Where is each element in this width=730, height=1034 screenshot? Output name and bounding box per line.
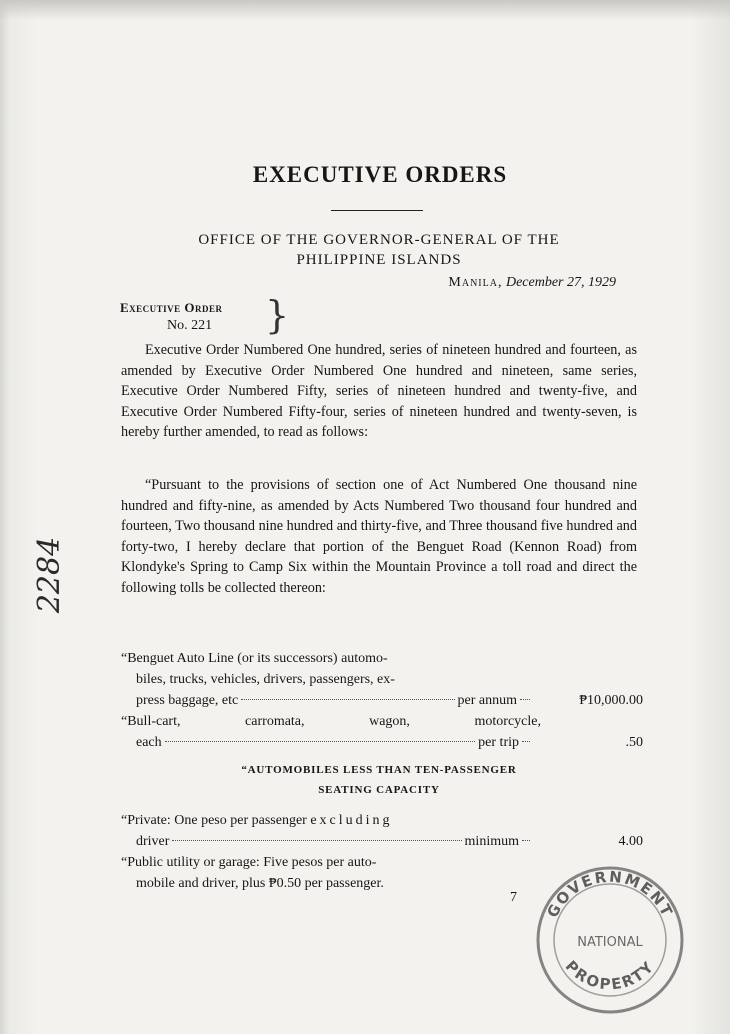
toll-line: press baggage, etc <box>136 693 239 708</box>
property-stamp-icon <box>530 860 690 1020</box>
toll-line: each <box>136 735 162 750</box>
toll-entry-private <box>121 810 643 852</box>
brace-icon: } <box>265 293 290 337</box>
stamp-top-text: GOVERNMENT <box>543 867 677 921</box>
toll-line-a: “Private: One peso per passenger <box>121 813 307 828</box>
toll-leader-row <box>121 732 643 753</box>
svg-text:GOVERNMENT <box>543 868 676 921</box>
office-line-1: OFFICE OF THE GOVERNOR-GENERAL OF THE <box>198 232 560 248</box>
subheading-line-1: “AUTOMOBILES LESS THAN TEN-PASSENGER <box>241 764 517 776</box>
toll-unit: per annum <box>457 693 517 708</box>
scan-shadow <box>0 0 730 20</box>
dateline-place: Manila, <box>448 275 503 290</box>
toll-line: “Bull-cart, carromata, wagon, motorcycle, <box>121 714 541 729</box>
dateline-date: December 27, 1929 <box>505 275 616 290</box>
page-title: EXECUTIVE ORDERS <box>252 162 508 187</box>
toll-unit: per trip <box>478 735 519 750</box>
dot-leader <box>522 840 530 841</box>
toll-line: “Public utility or garage: Five pesos per auto- <box>121 855 377 870</box>
dot-leader <box>522 741 530 742</box>
dot-leader <box>241 699 454 700</box>
office-line-2: PHILIPPINE ISLANDS <box>296 252 462 268</box>
stamp-bottom-text: PROPERTY <box>561 957 659 994</box>
office-heading <box>134 230 624 270</box>
toll-line <box>121 810 546 831</box>
title-divider <box>331 210 423 211</box>
order-number: No. 221 <box>167 318 213 333</box>
handwritten-note-icon <box>20 530 80 620</box>
toll-line: mobile and driver, plus ₱0.50 per passenger. <box>136 876 384 891</box>
toll-unit: minimum <box>464 834 519 849</box>
toll-line-b: excluding <box>310 813 393 828</box>
paragraph-1: Executive Order Numbered One hundred, series of nineteen hundred and fourteen, as amended by Executive Order Numbered One hundred and nineteen, same series, Executive Order Numbered Fifty, series of nineteen hundred and twenty-five, and Executive Order Numbered Fifty-four, series of nineteen hundred and twenty-seven, is hereby further amended, to read as follows: <box>121 342 637 440</box>
paragraph-2: “Pursuant to the provisions of section one of Act Numbered One thousand nine hundred and fifty-nine, as amended by Acts Numbered Two thousand four hundred and fourteen, Two thousand nine hundred and thirty-five, and Three thousand five hundred and forty-two, I hereby declare that portion of the Benguet Road (Kennon Road) from Klondyke's Spring to Camp Six within the Mountain Province a toll road and direct the following tolls be collected thereon: <box>121 477 637 596</box>
dateline <box>300 275 616 291</box>
subheading-line-2: SEATING CAPACITY <box>318 784 440 796</box>
svg-text:PROPERTY <box>562 957 659 993</box>
toll-line: “Benguet Auto Line (or its successors) automo- <box>121 651 388 666</box>
toll-leader-row <box>121 690 643 711</box>
toll-table <box>121 648 643 753</box>
toll-entry-bullcart <box>121 711 643 753</box>
dot-leader <box>520 699 530 700</box>
order-label: Executive Order <box>120 300 223 315</box>
handwritten-note-text: 2284 <box>32 536 67 614</box>
toll-entry-benguet-text <box>121 648 541 690</box>
toll-entry-benguet <box>121 648 643 711</box>
toll-amount: 4.00 <box>618 834 643 849</box>
toll-amount: .50 <box>625 735 643 750</box>
dot-leader <box>172 840 461 841</box>
toll-leader-row <box>121 831 643 852</box>
dot-leader <box>165 741 476 742</box>
toll-line: biles, trucks, vehicles, drivers, passengers, ex- <box>136 672 395 687</box>
page-number: 7 <box>510 890 517 905</box>
section-subheading <box>121 760 637 800</box>
toll-amount: ₱10,000.00 <box>579 693 643 708</box>
stamp-middle-text: NATIONAL <box>577 935 643 950</box>
toll-line: driver <box>136 834 170 849</box>
